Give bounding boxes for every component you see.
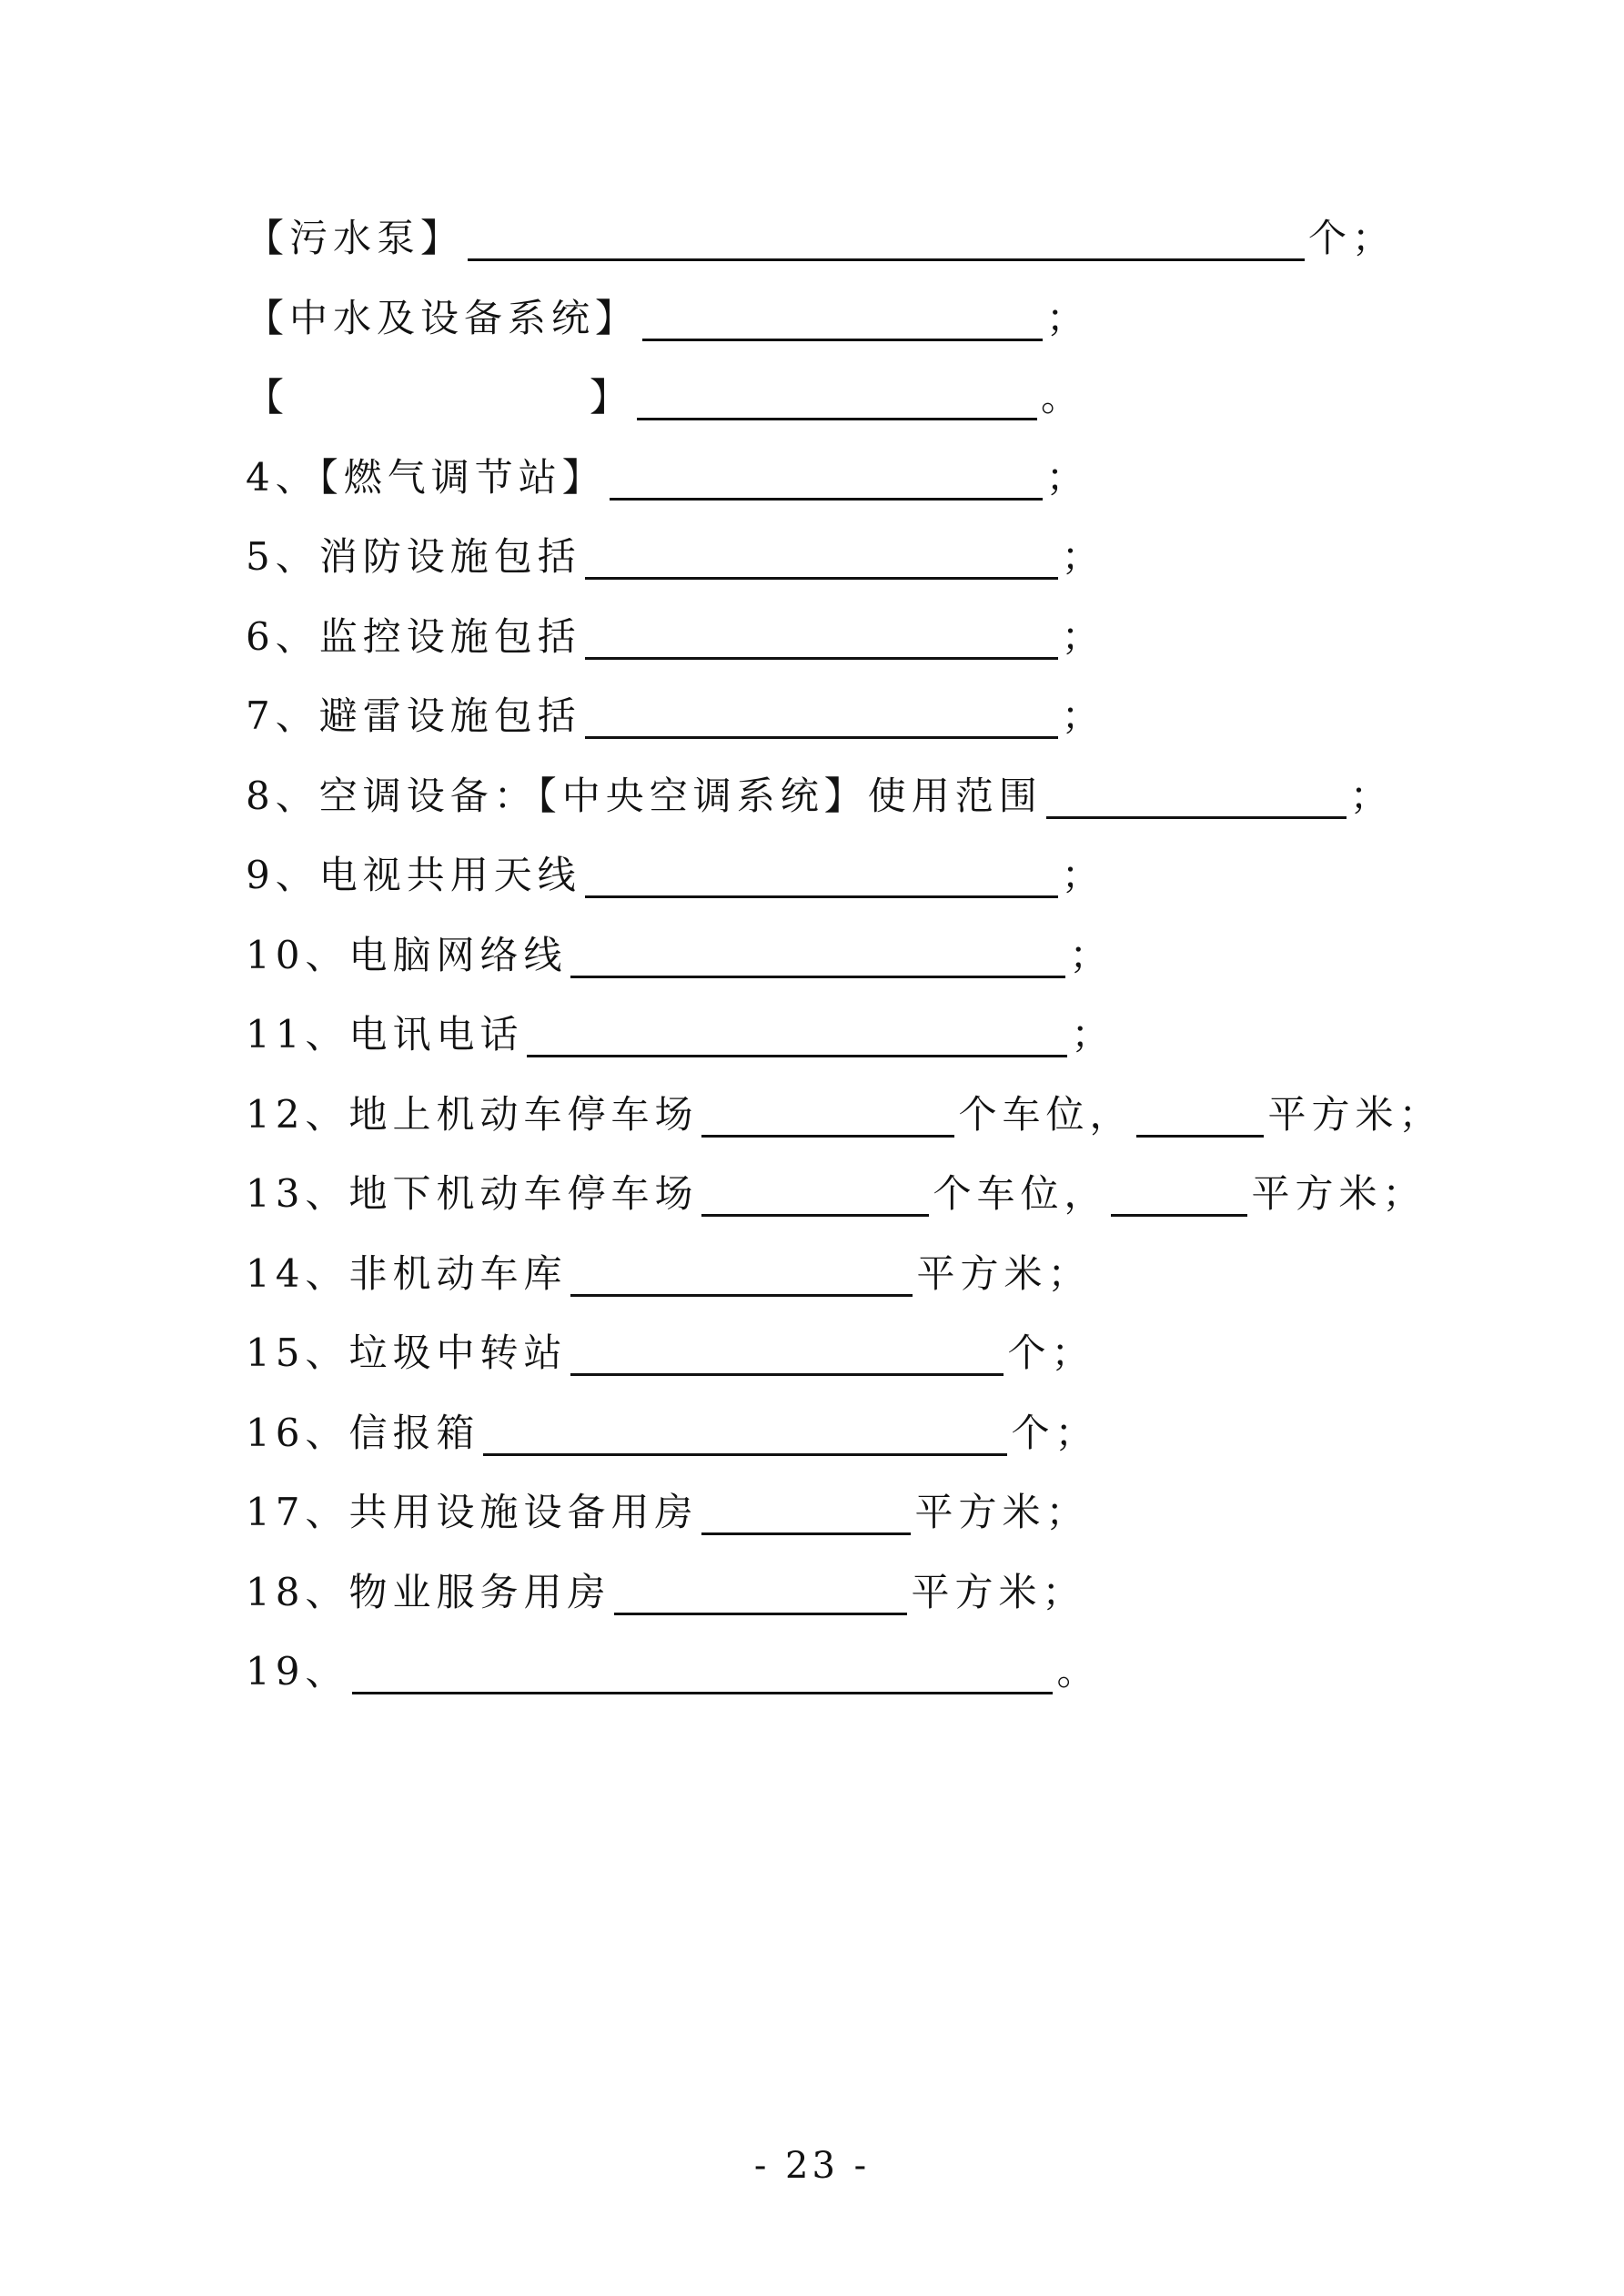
line-label: 7、避雷设施包括 bbox=[246, 693, 581, 738]
line-suffix: 平方米； bbox=[911, 1570, 1086, 1614]
line-item-19 bbox=[246, 1644, 1100, 1699]
fill-blank-spaces[interactable] bbox=[701, 1087, 954, 1138]
line-suffix: ； bbox=[1069, 933, 1114, 977]
line-air-conditioning bbox=[246, 769, 1394, 824]
fill-blank[interactable] bbox=[614, 1565, 907, 1615]
fill-blank[interactable] bbox=[701, 1485, 911, 1535]
fill-blank[interactable] bbox=[483, 1406, 1007, 1456]
page-number: - 23 - bbox=[753, 2145, 871, 2187]
line-telephone bbox=[246, 1007, 1115, 1062]
fill-blank[interactable] bbox=[585, 530, 1058, 580]
line-suffix: 平方米； bbox=[916, 1251, 1092, 1296]
line-label: 18、物业服务用房 bbox=[246, 1570, 611, 1614]
line-middle: 个车位， bbox=[933, 1171, 1108, 1216]
line-suffix: 个； bbox=[1007, 1330, 1095, 1375]
line-property-service-rooms bbox=[246, 1565, 1085, 1620]
line-label: 【污水泵】 bbox=[246, 216, 465, 260]
line-label: 17、共用设施设备用房 bbox=[246, 1490, 699, 1534]
line-lightning-facilities bbox=[246, 689, 1105, 743]
fill-blank-spaces[interactable] bbox=[701, 1167, 929, 1217]
line-label: 4、【燃气调节站】 bbox=[246, 455, 606, 500]
line-suffix: ； bbox=[1061, 693, 1105, 738]
line-underground-parking bbox=[246, 1167, 1426, 1221]
fill-blank[interactable] bbox=[642, 291, 1043, 341]
line-label: 15、垃圾中转站 bbox=[246, 1330, 568, 1375]
line-tv-antenna bbox=[246, 848, 1105, 903]
fill-blank[interactable] bbox=[637, 370, 1037, 420]
line-label: 14、非机动车库 bbox=[246, 1251, 568, 1296]
line-label: 19、 bbox=[246, 1649, 349, 1694]
line-ground-parking bbox=[246, 1087, 1442, 1142]
line-label: 【中水及设备系统】 bbox=[246, 296, 640, 340]
line-suffix: 。 bbox=[1056, 1649, 1101, 1694]
line-monitoring-facilities bbox=[246, 610, 1105, 664]
line-label: 8、空调设备：【中央空调系统】使用范围 bbox=[246, 774, 1043, 818]
line-custom-item bbox=[246, 370, 1084, 425]
line-bicycle-garage bbox=[246, 1247, 1091, 1301]
line-suffix: 平方米； bbox=[1267, 1092, 1443, 1137]
line-label: 11、电讯电话 bbox=[246, 1012, 524, 1057]
line-label-close: 】 bbox=[590, 375, 634, 420]
line-network-cable bbox=[246, 928, 1113, 983]
fill-blank[interactable] bbox=[1046, 769, 1347, 819]
fill-blank[interactable] bbox=[585, 848, 1058, 898]
line-label: 13、地下机动车停车场 bbox=[246, 1171, 699, 1216]
fill-blank[interactable] bbox=[570, 1247, 913, 1297]
fill-blank[interactable] bbox=[527, 1007, 1067, 1057]
line-suffix: ； bbox=[1061, 534, 1105, 579]
line-sewage-pump bbox=[246, 211, 1396, 266]
line-label-open: 【 bbox=[246, 375, 290, 420]
fill-blank[interactable] bbox=[610, 450, 1043, 501]
fill-blank-area[interactable] bbox=[1111, 1167, 1247, 1217]
line-equipment-rooms bbox=[246, 1485, 1089, 1540]
line-label: 16、信报箱 bbox=[246, 1411, 480, 1455]
line-middle: 个车位， bbox=[958, 1092, 1134, 1137]
fill-blank[interactable] bbox=[352, 1644, 1053, 1694]
line-suffix: ； bbox=[1071, 1012, 1115, 1057]
fill-blank[interactable] bbox=[585, 610, 1058, 660]
line-suffix: ； bbox=[1061, 614, 1105, 659]
line-suffix: ； bbox=[1061, 853, 1105, 897]
fill-blank[interactable] bbox=[468, 211, 1305, 261]
fill-blank-area[interactable] bbox=[1136, 1087, 1264, 1138]
line-suffix: 。 bbox=[1041, 375, 1085, 420]
line-label: 6、监控设施包括 bbox=[246, 614, 581, 659]
line-label: 10、电脑网络线 bbox=[246, 933, 568, 977]
line-suffix: 个； bbox=[1011, 1411, 1099, 1455]
fill-blank[interactable] bbox=[585, 689, 1058, 739]
line-suffix: ； bbox=[1046, 296, 1091, 340]
line-fire-facilities bbox=[246, 530, 1105, 584]
line-suffix: ； bbox=[1349, 774, 1394, 818]
line-suffix: 个； bbox=[1308, 216, 1397, 260]
line-suffix: 平方米； bbox=[1251, 1171, 1427, 1216]
line-gas-station bbox=[246, 450, 1090, 505]
line-suffix: 平方米； bbox=[914, 1490, 1090, 1534]
fill-blank[interactable] bbox=[570, 928, 1065, 978]
line-label: 12、地上机动车停车场 bbox=[246, 1092, 699, 1137]
fill-blank[interactable] bbox=[570, 1326, 1004, 1376]
line-label: 9、电视共用天线 bbox=[246, 853, 581, 897]
line-mailbox bbox=[246, 1406, 1098, 1461]
line-garbage-station bbox=[246, 1326, 1094, 1381]
line-reclaimed-water bbox=[246, 291, 1090, 346]
line-label: 5、消防设施包括 bbox=[246, 534, 581, 579]
line-suffix: ； bbox=[1045, 455, 1090, 500]
